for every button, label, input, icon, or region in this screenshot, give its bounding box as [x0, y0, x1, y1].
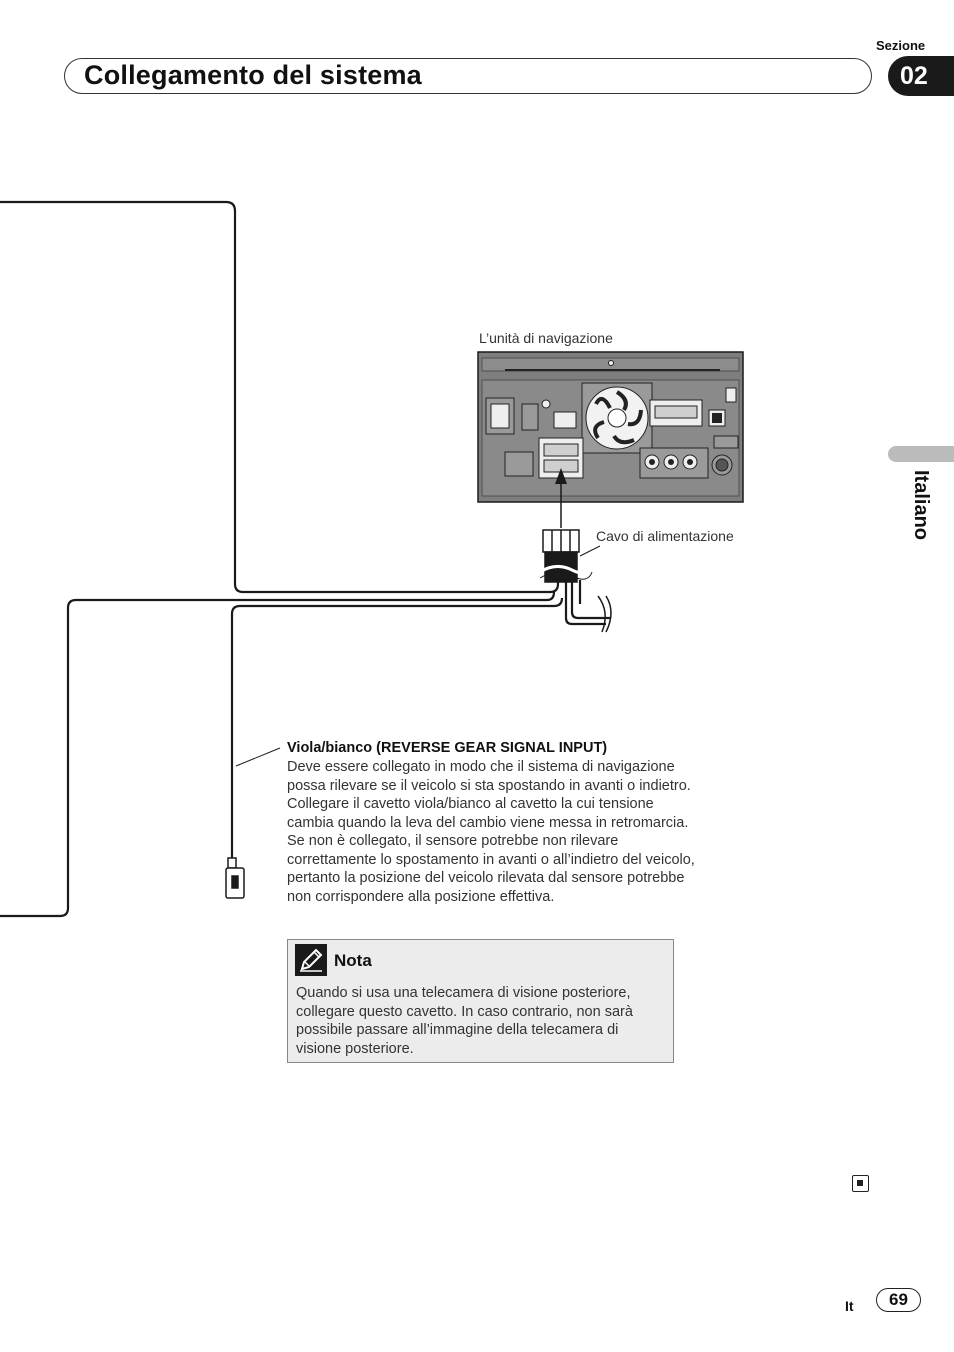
- wire-line: correttamente lo spostamento in avanti o all’indietro del veicolo,: [287, 851, 695, 868]
- reverse-gear-connector: [226, 858, 244, 898]
- wire-description: [287, 758, 737, 906]
- pencil-note-icon: [295, 944, 327, 976]
- section-label: Sezione: [876, 38, 926, 53]
- page-number: 69: [876, 1288, 921, 1312]
- footer-language-code: It: [845, 1298, 854, 1314]
- wire-line: possa rilevare se il veicolo si sta spostando in avanti o indietro.: [287, 777, 691, 794]
- note-title: Nota: [334, 951, 372, 970]
- wire-line: pertanto la posizione del veicolo rilevata dal sensore potrebbe: [287, 870, 685, 886]
- navigation-unit-label: L’unità di navigazione: [479, 330, 613, 346]
- language-label: Italiano: [910, 470, 932, 541]
- power-cable-label: Cavo di alimentazione: [596, 528, 734, 544]
- note-body: [296, 984, 666, 1058]
- wire-line: Collegare il cavetto viola/bianco al cavetto la cui tensione: [287, 796, 654, 812]
- page-title: Collegamento del sistema: [84, 60, 422, 90]
- wire-outer: [0, 202, 558, 592]
- end-of-section-icon: [852, 1175, 869, 1192]
- wire-line: non corrispondere alla posizione effettiva.: [287, 888, 555, 905]
- wire-title: Viola/bianco (REVERSE GEAR SIGNAL INPUT): [287, 740, 608, 756]
- wire-line: cambia quando la leva del cambio viene messa in retromarcia.: [287, 814, 689, 831]
- navigation-unit: [478, 352, 743, 502]
- note-line: possibile passare all’immagine della telecamera di: [296, 1022, 619, 1038]
- wire-line: Deve essere collegato in modo che il sistema di navigazione: [287, 759, 675, 775]
- wire-line: Se non è collegato, il sensore potrebbe non rilevare: [287, 833, 619, 849]
- note-line: Quando si usa una telecamera di visione posteriore,: [296, 985, 631, 1001]
- note-line: collegare questo cavetto. In caso contrario, non sarà: [296, 1003, 633, 1020]
- section-number-badge: 02: [888, 56, 954, 96]
- power-cable-plug: [540, 530, 592, 582]
- note-line: visione posteriore.: [296, 1040, 414, 1057]
